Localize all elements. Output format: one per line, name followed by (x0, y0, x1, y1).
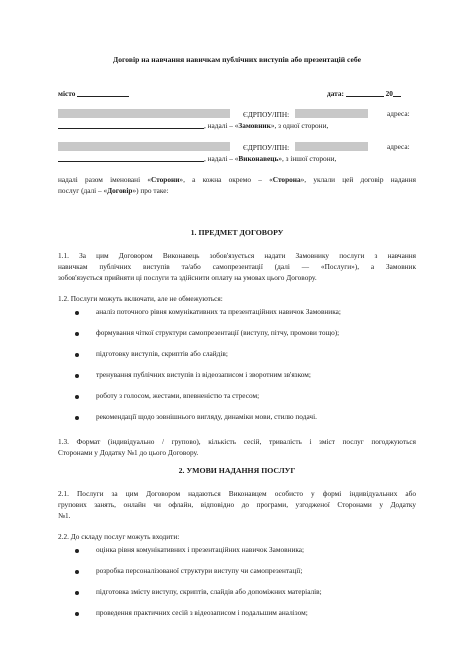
party2-name-field[interactable] (58, 142, 230, 151)
para-1-1-line2: навичкам публічних виступів та/або самопрезентації (далі — «Послуги»), а Замовник (58, 262, 416, 271)
list-item: підготовку виступів, скриптів або слайдів; (96, 349, 228, 358)
bullet-dot (75, 416, 79, 420)
para-1-1-line3: зобов'язується прийняти ці послуги та здійснити оплату на умовах цього Договору. (58, 273, 317, 282)
list-item: роботу з голосом, жестами, впевненістю та стресом; (96, 391, 260, 400)
party2-edrpou-label: ЄДРПОУ/ІПН: (243, 143, 290, 152)
intro-line2: послуг (далі – «Договір») про таке: (58, 186, 169, 195)
party1-address (387, 109, 410, 120)
bullet-dot (75, 353, 79, 357)
bullet-dot (75, 311, 79, 315)
party2-line2: , надалі – «Виконавець», з іншої сторони, (58, 153, 336, 165)
list-item: розробка персоналізованої структури виступу чи самопрезентації; (96, 566, 303, 575)
bullet-dot (75, 591, 79, 595)
city-field[interactable] (77, 88, 129, 97)
party2-edrpou (243, 142, 368, 154)
bullet-dot (75, 374, 79, 378)
bullet-dot (75, 612, 79, 616)
para-1-3-line2: Сторонами у Додатку №1 до цього Договору. (58, 448, 199, 457)
party2-edrpou-field[interactable] (295, 142, 368, 151)
list-item: оцінка рівня комунікативних і презентаційних навичок Замовника; (96, 545, 305, 554)
para-1-2: 1.2. Послуги можуть включати, але не обмежуються: (58, 294, 223, 303)
party2-address (387, 142, 410, 153)
para-2-1-line1: 2.1. Послуги за цим Договором надаються Виконавцем особисто у формі індивідуальних або (58, 489, 416, 498)
party1-address-label: адреса: (387, 109, 410, 118)
section1-heading: 1. ПРЕДМЕТ ДОГОВОРУ (190, 228, 284, 237)
bullet-dot (75, 549, 79, 553)
year-field[interactable] (393, 88, 401, 97)
para-2-1-line3: №1. (58, 511, 71, 520)
date-year: 20 (385, 89, 393, 98)
party2-address-label: адреса: (387, 142, 410, 151)
para-1-3-line1: 1.3. Формат (індивідуально / групово), кількість сесій, тривалість і зміст послуг погоджуються (58, 437, 416, 446)
party1-edrpou (243, 109, 368, 121)
party1-edrpou-label: ЄДРПОУ/ІПН: (243, 110, 290, 119)
city-line (58, 88, 129, 100)
party2-role: Виконавець (238, 154, 279, 163)
list-item: аналіз поточного рівня комунікативних та презентаційних навичок Замовника; (96, 307, 341, 316)
list-item: формування чіткої структури самопрезентації (виступу, пітчу, промови тощо); (96, 328, 340, 337)
intro-line1: надалі разом іменовані «Сторони», а кожна окремо – «Сторона», уклали цей договір надання (58, 175, 416, 184)
party1-line1 (58, 109, 230, 121)
list-item: рекомендації щодо зовнішнього вигляду, динаміки мови, стилю подачі. (96, 412, 317, 421)
para-1-1-line1: 1.1. За цим Договором Виконавець зобов'язується надати Замовнику послуги з навчання (58, 251, 416, 260)
list-item: підготовка змісту виступу, скриптів, слайдів або допоміжних матеріалів; (96, 587, 322, 596)
list-item: проведення практичних сесій з відеозаписом і подальшим аналізом; (96, 608, 308, 617)
date-label: дата: (327, 89, 344, 98)
date-field[interactable] (346, 88, 384, 97)
document-title: Договір на навчання навичкам публічних виступів або презентацій себе (113, 55, 361, 64)
city-label: місто (58, 89, 76, 98)
bullet-dot (75, 570, 79, 574)
para-2-2: 2.2. До складу послуг можуть входити: (58, 532, 180, 541)
para-2-1-line2: групових занять, онлайн чи офлайн, відповідно до програми, узгодженої Сторонами у Додатку (58, 500, 416, 509)
party2-line1 (58, 142, 230, 154)
bullet-dot (75, 395, 79, 399)
party1-name-field[interactable] (58, 109, 230, 118)
party1-role: Замовник (238, 121, 271, 130)
party1-address-field[interactable] (58, 120, 204, 129)
party1-edrpou-field[interactable] (295, 109, 368, 118)
party2-address-field[interactable] (58, 153, 204, 162)
section2-heading: 2. УМОВИ НАДАННЯ ПОСЛУГ (178, 466, 296, 475)
date-line (327, 88, 401, 100)
bullet-dot (75, 332, 79, 336)
list-item: тренування публічних виступів із відеозаписом і зворотним зв'язком; (96, 370, 311, 379)
party1-line2: , надалі – «Замовник», з одної сторони, (58, 120, 328, 132)
